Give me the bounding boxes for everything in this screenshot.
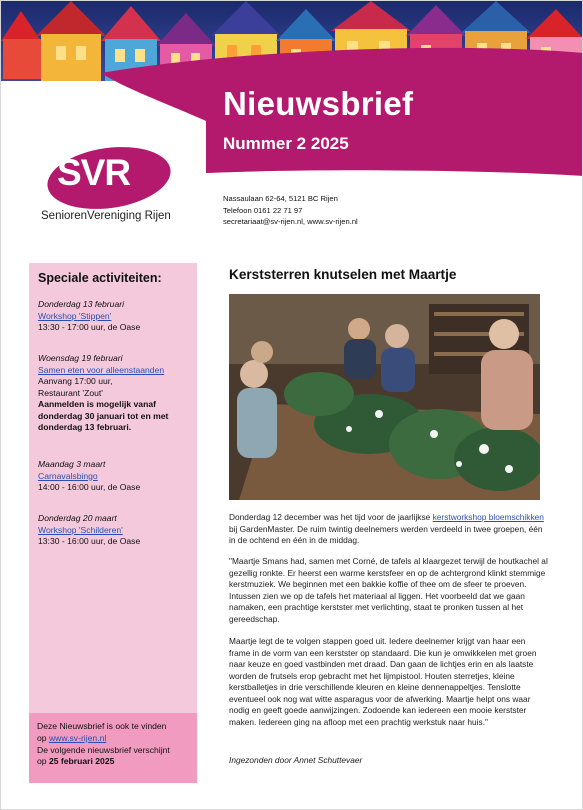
event-link[interactable]: Workshop 'Schilderen' xyxy=(38,524,123,535)
event-item xyxy=(38,513,194,548)
article-paragraph-3: Maartje legt de te volgen stappen goed uit. Iedere deelnemer krijgt van haar een frame in de vorm van een kerstster op standaard. Die kun je omwikkelen met groen naar keuze en goed vastbinden met draad. Dan gaan de lichtjes erin en als laatste worden de frutsels erop gebracht met het lijmpistool. Houten sterretjes, kleine kerstballetjes in drie verschillende kleuren en kleine dennenappeltjes. Tenslotte eventueel ook nog wat witte asparagus voor de afwerking. Maartje helpt ons waar nodig en geeft goede aanwijzingen. Zodoende kan iedereen een mooie kerstster maken. Iedereen ging na afloop met een prachtig werkstuk naar huis." xyxy=(229,636,537,727)
event-link[interactable]: Workshop 'Stippen' xyxy=(38,310,112,321)
event-time: 13:30 - 17:00 uur, de Oase xyxy=(38,322,141,332)
website-link[interactable]: www.sv-rijen.nl xyxy=(48,732,107,743)
footer-line: De volgende nieuwsbrief verschijnt xyxy=(37,744,170,755)
logo-organization-name: SeniorenVereniging Rijen xyxy=(41,210,171,222)
article-paragraph-2: "Maartje Smans had, samen met Corné, de tafels al klaargezet terwijl de houtkachel al gezellig ronkte. Er heerst een warme kerstsfeer en op de achtergrond klinkt stemmige kerstmuziek. We beginnen met een bakkie koffie of thee om de sfeer te proeven. Intussen zien we op de tafels het materiaal al liggen. Het voorbeeld dat we gaan namaken, een prachtige kerstster met verlichting, staat te pronken tussen al het gereedschap. xyxy=(229,556,548,624)
event-time: Aanvang 17:00 uur, xyxy=(38,376,113,386)
logo-initials: SVR xyxy=(57,152,131,193)
footer-line: Deze Nieuwsbrief is ook te vinden xyxy=(37,721,167,731)
workshop-photo-illustration xyxy=(229,294,540,500)
next-issue-date: 25 februari 2025 xyxy=(48,756,115,767)
workshop-photo xyxy=(229,294,540,500)
svr-logo xyxy=(41,144,201,229)
sidebar-title: Speciale activiteiten: xyxy=(38,271,162,285)
event-item xyxy=(38,299,194,334)
footer-prefix: op xyxy=(37,756,49,767)
footer-prefix: op xyxy=(37,732,49,743)
contact-phone: Telefoon 0161 22 71 97 xyxy=(223,205,303,215)
kerstworkshop-link[interactable]: kerstworkshop bloemschikken xyxy=(432,512,544,522)
event-link[interactable]: Samen eten voor alleenstaanden xyxy=(38,364,165,375)
event-note: Aanmelden is mogelijk vanaf donderdag 30 januari tot en met donderdag 13 februari. xyxy=(38,399,169,432)
contact-email-web: secretariaat@sv-rijen.nl, www.sv-rijen.nl xyxy=(223,217,358,226)
event-date: Donderdag 20 maart xyxy=(38,513,117,523)
event-item xyxy=(38,459,194,494)
event-place: Restaurant 'Zout' xyxy=(38,387,103,398)
paragraph-text: bij GardenMaster. De ruim twintig deelnemers werden verdeeld in twee groepen, één in de ochtend en één in de middag. xyxy=(229,523,543,545)
footer-line xyxy=(37,756,189,768)
article-title: Kerststerren knutselen met Maartje xyxy=(229,267,457,282)
event-date: Donderdag 13 februari xyxy=(38,299,124,309)
footer-line xyxy=(37,733,189,745)
event-time: 14:00 - 16:00 uur, de Oase xyxy=(38,482,141,492)
contact-address: Nassaulaan 62-64, 5121 BC Rijen xyxy=(223,194,338,203)
article-byline: Ingezonden door Annet Schuttevaer xyxy=(229,755,363,765)
issue-number: Nummer 2 2025 xyxy=(223,134,349,153)
newsletter-title: Nieuwsbrief xyxy=(223,85,414,122)
article-paragraph-1 xyxy=(229,512,549,547)
sidebar-footer xyxy=(29,713,197,783)
activities-sidebar xyxy=(29,263,197,783)
event-time: 13:30 - 16:00 uur, de Oase xyxy=(38,536,141,546)
paragraph-text: Donderdag 12 december was het tijd voor de jaarlijkse xyxy=(229,512,433,522)
event-date: Woensdag 19 februari xyxy=(38,353,123,363)
event-link[interactable]: Carnavalsbingo xyxy=(38,470,98,481)
event-item xyxy=(38,353,194,434)
event-date: Maandag 3 maart xyxy=(38,459,106,469)
contact-info xyxy=(223,193,358,228)
